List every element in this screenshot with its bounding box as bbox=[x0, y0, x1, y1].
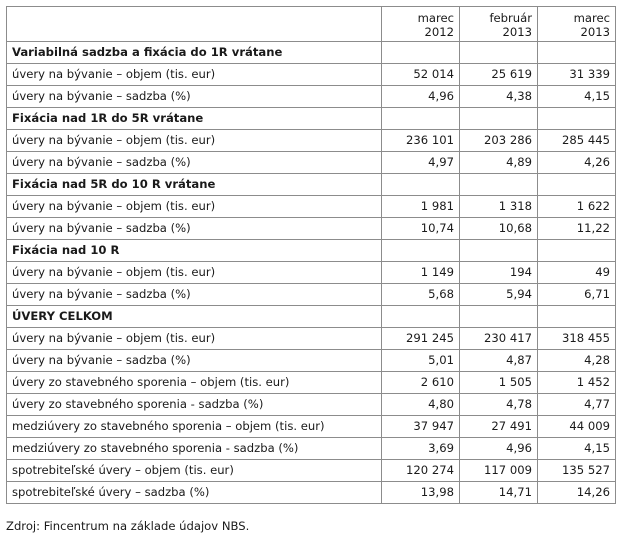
section-title: Fixácia nad 10 R bbox=[7, 240, 382, 262]
column-header bbox=[460, 7, 538, 42]
value-cell: 6,71 bbox=[538, 284, 616, 306]
row-label: úvery na bývanie – sadzba (%) bbox=[7, 350, 382, 372]
value-cell: 11,22 bbox=[538, 218, 616, 240]
value-cell: 1 452 bbox=[538, 372, 616, 394]
value-cell: 1 149 bbox=[382, 262, 460, 284]
table-header-row bbox=[7, 7, 616, 42]
value-cell: 44 009 bbox=[538, 416, 616, 438]
empty-cell bbox=[460, 306, 538, 328]
section-header-row bbox=[7, 108, 616, 130]
table-row bbox=[7, 64, 616, 86]
row-label: úvery na bývanie – objem (tis. eur) bbox=[7, 262, 382, 284]
section-title: Fixácia nad 1R do 5R vrátane bbox=[7, 108, 382, 130]
section-header-row bbox=[7, 42, 616, 64]
empty-cell bbox=[538, 306, 616, 328]
value-cell: 1 318 bbox=[460, 196, 538, 218]
row-label: úvery na bývanie – sadzba (%) bbox=[7, 218, 382, 240]
empty-cell bbox=[460, 240, 538, 262]
table-row bbox=[7, 196, 616, 218]
row-label: spotrebiteľské úvery – sadzba (%) bbox=[7, 482, 382, 504]
table-row bbox=[7, 130, 616, 152]
table-row bbox=[7, 262, 616, 284]
value-cell: 236 101 bbox=[382, 130, 460, 152]
value-cell: 37 947 bbox=[382, 416, 460, 438]
table-row bbox=[7, 328, 616, 350]
value-cell: 10,74 bbox=[382, 218, 460, 240]
value-cell: 4,96 bbox=[460, 438, 538, 460]
table-row bbox=[7, 218, 616, 240]
value-cell: 10,68 bbox=[460, 218, 538, 240]
section-header-row bbox=[7, 174, 616, 196]
value-cell: 5,01 bbox=[382, 350, 460, 372]
column-header bbox=[538, 7, 616, 42]
value-cell: 4,26 bbox=[538, 152, 616, 174]
header-empty-cell bbox=[7, 7, 382, 42]
value-cell: 14,71 bbox=[460, 482, 538, 504]
value-cell: 13,98 bbox=[382, 482, 460, 504]
value-cell: 4,15 bbox=[538, 438, 616, 460]
empty-cell bbox=[382, 306, 460, 328]
row-label: úvery na bývanie – objem (tis. eur) bbox=[7, 196, 382, 218]
value-cell: 120 274 bbox=[382, 460, 460, 482]
row-label: úvery na bývanie – objem (tis. eur) bbox=[7, 64, 382, 86]
table-row bbox=[7, 394, 616, 416]
section-title: ÚVERY CELKOM bbox=[7, 306, 382, 328]
value-cell: 135 527 bbox=[538, 460, 616, 482]
value-cell: 5,68 bbox=[382, 284, 460, 306]
table-row bbox=[7, 86, 616, 108]
column-header-year: 2013 bbox=[580, 25, 610, 39]
row-label: úvery na bývanie – objem (tis. eur) bbox=[7, 328, 382, 350]
row-label: úvery zo stavebného sporenia - sadzba (%) bbox=[7, 394, 382, 416]
value-cell: 285 445 bbox=[538, 130, 616, 152]
value-cell: 1 981 bbox=[382, 196, 460, 218]
value-cell: 5,94 bbox=[460, 284, 538, 306]
value-cell: 4,38 bbox=[460, 86, 538, 108]
value-cell: 4,15 bbox=[538, 86, 616, 108]
empty-cell bbox=[538, 108, 616, 130]
empty-cell bbox=[382, 174, 460, 196]
value-cell: 1 505 bbox=[460, 372, 538, 394]
column-header bbox=[382, 7, 460, 42]
table-row bbox=[7, 460, 616, 482]
value-cell: 4,80 bbox=[382, 394, 460, 416]
value-cell: 318 455 bbox=[538, 328, 616, 350]
empty-cell bbox=[460, 174, 538, 196]
value-cell: 14,26 bbox=[538, 482, 616, 504]
section-header-row bbox=[7, 240, 616, 262]
value-cell: 117 009 bbox=[460, 460, 538, 482]
empty-cell bbox=[538, 42, 616, 64]
value-cell: 291 245 bbox=[382, 328, 460, 350]
section-title: Fixácia nad 5R do 10 R vrátane bbox=[7, 174, 382, 196]
row-label: úvery na bývanie – sadzba (%) bbox=[7, 284, 382, 306]
empty-cell bbox=[538, 174, 616, 196]
empty-cell bbox=[538, 240, 616, 262]
value-cell: 49 bbox=[538, 262, 616, 284]
empty-cell bbox=[382, 240, 460, 262]
value-cell: 203 286 bbox=[460, 130, 538, 152]
row-label: medziúvery zo stavebného sporenia – objem (tis. eur) bbox=[7, 416, 382, 438]
value-cell: 1 622 bbox=[538, 196, 616, 218]
rates-table bbox=[6, 6, 616, 504]
value-cell: 31 339 bbox=[538, 64, 616, 86]
column-header-month: február bbox=[489, 11, 532, 25]
table-row bbox=[7, 372, 616, 394]
table-row bbox=[7, 416, 616, 438]
value-cell: 4,97 bbox=[382, 152, 460, 174]
value-cell: 4,28 bbox=[538, 350, 616, 372]
value-cell: 3,69 bbox=[382, 438, 460, 460]
source-note: Zdroj: Fincentrum na základe údajov NBS. bbox=[6, 519, 250, 533]
empty-cell bbox=[460, 108, 538, 130]
value-cell: 4,96 bbox=[382, 86, 460, 108]
value-cell: 194 bbox=[460, 262, 538, 284]
value-cell: 27 491 bbox=[460, 416, 538, 438]
empty-cell bbox=[382, 108, 460, 130]
empty-cell bbox=[460, 42, 538, 64]
value-cell: 52 014 bbox=[382, 64, 460, 86]
value-cell: 230 417 bbox=[460, 328, 538, 350]
value-cell: 4,87 bbox=[460, 350, 538, 372]
value-cell: 4,89 bbox=[460, 152, 538, 174]
column-header-month: marec bbox=[573, 11, 610, 25]
row-label: medziúvery zo stavebného sporenia - sadzba (%) bbox=[7, 438, 382, 460]
column-header-year: 2013 bbox=[502, 25, 532, 39]
rates-table-body bbox=[7, 7, 616, 504]
table-row bbox=[7, 284, 616, 306]
value-cell: 4,77 bbox=[538, 394, 616, 416]
row-label: úvery na bývanie – sadzba (%) bbox=[7, 86, 382, 108]
table-row bbox=[7, 152, 616, 174]
table-row bbox=[7, 482, 616, 504]
row-label: úvery zo stavebného sporenia – objem (tis. eur) bbox=[7, 372, 382, 394]
column-header-month: marec bbox=[417, 11, 454, 25]
empty-cell bbox=[382, 42, 460, 64]
row-label: úvery na bývanie – objem (tis. eur) bbox=[7, 130, 382, 152]
row-label: spotrebiteľské úvery – objem (tis. eur) bbox=[7, 460, 382, 482]
column-header-year: 2012 bbox=[424, 25, 454, 39]
value-cell: 4,78 bbox=[460, 394, 538, 416]
value-cell: 25 619 bbox=[460, 64, 538, 86]
table-row bbox=[7, 438, 616, 460]
section-header-row bbox=[7, 306, 616, 328]
section-title: Variabilná sadzba a fixácia do 1R vrátane bbox=[7, 42, 382, 64]
value-cell: 2 610 bbox=[382, 372, 460, 394]
table-row bbox=[7, 350, 616, 372]
row-label: úvery na bývanie – sadzba (%) bbox=[7, 152, 382, 174]
